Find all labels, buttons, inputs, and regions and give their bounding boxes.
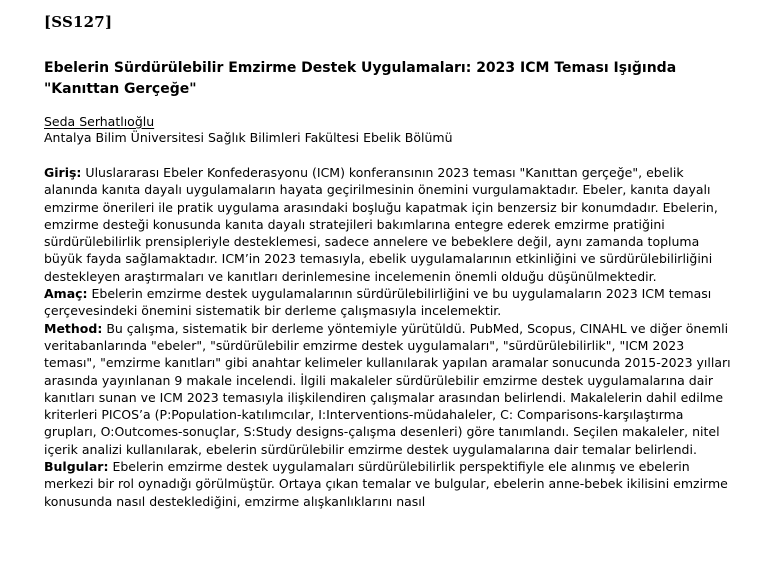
section-method-text: Bu çalışma, sistematik bir derleme yöntemiyle yürütüldü. PubMed, Scopus, CINAHL ve diğer önemli veritabanlarında "ebeler", "sürdürülebilir emzirme destek uygulamaları", "sürdürülebilirlik", "ICM 2023 teması", "emzirme kanıtları" gibi anahtar kelimeler kullanılarak yapılan aramalar sonucunda 2015-2023 yılları arasında yayınlanan 9 makale incelendi. İlgili makaleler sürdürülebilir emzirme destek uygulamalarına dair kanıtları sunan ve ICM 2023 temasıyla ilişkilendiren çalışmalar arasından belirlendi. Makalelerin dahil edilme kriterleri PICOS’a (P:Population-katılımcılar, I:Interventions-müdahaleler, C: Comparisons-karşılaştırma grupları, O:Outcomes-sonuçlar, S:Study designs-çalışma desenleri) göre tanımlandı. Seçilen makaleler, nitel içerik analizi kullanılarak, ebelerin sürdürülebilir emzirme destek uygulamalarına dair temalar belirlendi. — [44, 320, 731, 457]
section-amac-label: Amaç: — [44, 286, 88, 302]
session-code: [SS127] — [44, 13, 113, 31]
section-bulgular-text: Ebelerin emzirme destek uygulamaları sürdürülebilirlik perspektifiyle ele alınmış ve ebelerin merkezi bir rol oynadığı görülmüştür. Ortaya çıkan temalar ve bulgular, ebelerin anne-bebek ikilisini emzirme konusunda nasıl desteklediğini, emzirme alışkanlıklarını nasıl — [44, 459, 728, 509]
section-giris-text: Uluslararası Ebeler Konfederasyonu (ICM) konferansının 2023 teması "Kanıttan gerçeğe", ebelik alanında kanıta dayalı uygulamaların hayata geçirilmesinin önemini vurgulamaktadır. Ebeler, kanıta dayalı emzirme önerileri ile pratik uygulama arasındaki boşluğu kapatmak için benzersiz bir konumdadır. Ebelerin, emzirme desteği konusunda kanıta dayalı stratejileri bakımlarına entegre ederek emzirme pratiğini sürdürülebilirlik prensipleriyle desteklemesi, sadece annelere ve bebeklere değil, aynı zamanda topluma büyük fayda sağlamaktadır. ICM’in 2023 temasıyla, ebelik uygulamalarının etkinliğini ve sürdürülebilirliğini destekleyen araştırmaları ve kanıtları derinlemesine incelemenin önemli olduğu düşünülmektedir. — [44, 165, 718, 284]
section-method — [44, 320, 738, 458]
paper-title: Ebelerin Sürdürülebilir Emzirme Destek Uygulamaları: 2023 ICM Teması Işığında "Kanıttan Gerçeğe" — [44, 60, 677, 97]
section-bulgular-label: Bulgular: — [44, 459, 109, 475]
section-method-label: Method: — [44, 320, 103, 336]
section-bulgular — [44, 458, 738, 510]
section-giris-label: Giriş: — [44, 165, 82, 180]
author-affiliation: Antalya Bilim Üniversitesi Sağlık Bilimleri Fakültesi Ebelik Bölümü — [44, 130, 453, 145]
section-amac-text: Ebelerin emzirme destek uygulamalarının sürdürülebilirliğini ve bu uygulamaların 2023 ICM teması çerçevesindeki önemini sistematik bir derleme çalışmasıyla incelemektir. — [44, 286, 712, 319]
section-amac — [44, 285, 738, 320]
author-name: Seda Serhatlıoğlu — [44, 114, 155, 129]
abstract-body — [44, 164, 738, 510]
section-giris — [44, 164, 738, 285]
